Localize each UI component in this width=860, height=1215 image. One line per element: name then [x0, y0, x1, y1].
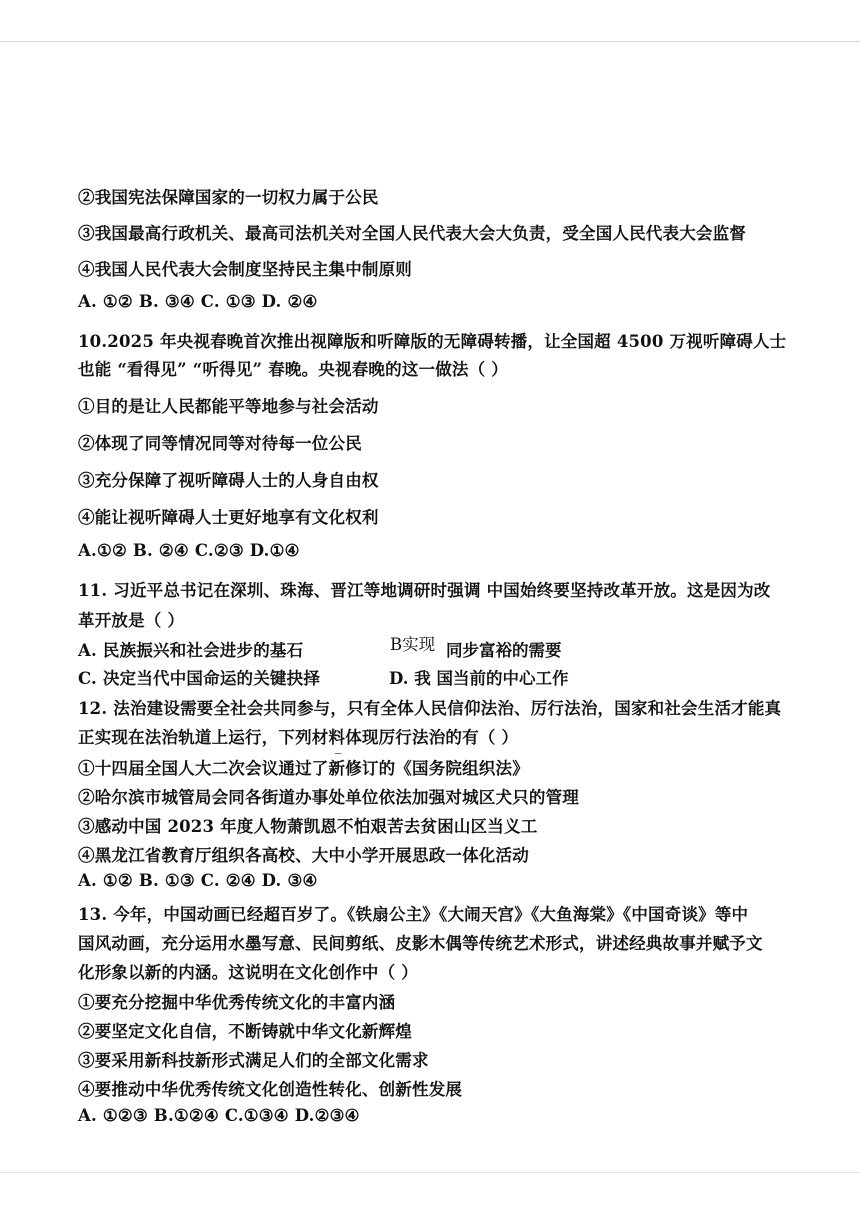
q11-stem-line-1: 11. 习近平总书记在深圳、珠海、晋江等地调研时强调 中国始终要坚持改革开放。这是因为改: [78, 581, 771, 600]
q13-option-1: ①要充分挖掘中华优秀传统文化的丰富内涵: [78, 993, 396, 1012]
q10-option-3: ③充分保障了视听障碍人士的人身自由权: [78, 471, 379, 490]
q10-answer-choices: A.①② B. ②④ C.②③ D.①④: [78, 541, 300, 560]
q10-option-2: ②体现了同等情况同等对待每一位公民: [78, 434, 362, 453]
q13-answer-choices: A. ①②③ B.①②④ C.①③④ D.②③④: [78, 1106, 360, 1125]
q9-answer-choices: A. ①② B. ③④ C. ①③ D. ②④: [78, 292, 318, 311]
stray-pen-mark: ⁓: [334, 749, 342, 758]
q11-option-a: A. 民族振兴和社会进步的基石: [78, 641, 304, 660]
q12-option-4: ④黑龙江省教育厅组织各高校、大中小学开展思政一体化活动: [78, 846, 529, 865]
q9-option-4: ④我国人民代表大会制度坚持民主集中制原则: [78, 260, 412, 279]
page-top-border: [0, 41, 860, 42]
q13-option-4: ④要推动中华优秀传统文化创造性转化、创新性发展: [78, 1080, 463, 1099]
q12-option-2: ②哈尔滨市城管局会同各街道办事处单位依法加强对城区犬只的管理: [78, 788, 579, 807]
q12-stem-line-1: 12. 法治建设需要全社会共同参与，只有全体人民信仰法治、厉行法治，国家和社会生活才能真: [78, 699, 782, 718]
q13-stem-line-1: 13. 今年，中国动画已经超百岁了。《铁扇公主》《大闹天宫》《大鱼海棠》《中国奇谈》等中: [78, 905, 749, 924]
q10-stem-line-1: 10.2025 年央视春晚首次推出视障版和听障版的无障碍转播，让全国超 4500 万视听障碍人士: [78, 332, 787, 351]
q10-option-4: ④能让视听障碍人士更好地享有文化权利: [78, 508, 379, 527]
q12-answer-choices: A. ①② B. ①③ C. ②④ D. ③④: [78, 871, 318, 890]
q13-option-2: ②要坚定文化自信，不断铸就中华文化新辉煌: [78, 1022, 412, 1041]
q9-option-3: ③我国最高行政机关、最高司法机关对全国人民代表大会大负责，受全国人民代表大会监督: [78, 224, 746, 243]
q10-option-1: ①目的是让人民都能平等地参与社会活动: [78, 397, 379, 416]
q12-option-3: ③感动中国 2023 年度人物萧凯恩不怕艰苦去贫困山区当义工: [78, 817, 538, 836]
q11-option-b: 同步富裕的需要: [446, 641, 562, 660]
q9-option-2: ②我国宪法保障国家的一切权力属于公民: [78, 188, 379, 207]
page-bottom-border: [0, 1172, 860, 1173]
q11-option-d: D. 我 国当前的中心工作: [389, 669, 569, 688]
q13-stem-line-2: 国风动画，充分运用水墨写意、民间剪纸、皮影木偶等传统艺术形式，讲述经典故事并赋予文: [78, 934, 763, 953]
q12-stem-line-2: 正实现在法治轨道上运行，下列材料体现厉行法治的有（ ）: [78, 728, 519, 747]
q13-stem-line-3: 化形象以新的内涵。这说明在文化创作中（ ）: [78, 963, 418, 982]
q11-stem-line-2: 革开放是（ ）: [78, 611, 185, 630]
q11-option-b-prefix: B实现: [390, 635, 436, 654]
q12-option-1: ①十四届全国人大二次会议通过了新修订的《国务院组织法》: [78, 759, 529, 778]
q10-stem-line-2: 也能 “看得见” “听得见” 春晚。央视春晚的这一做法（ ）: [78, 360, 508, 379]
q11-option-c: C. 决定当代中国命运的关键抉择: [78, 669, 321, 688]
q13-option-3: ③要采用新科技新形式满足人们的全部文化需求: [78, 1051, 429, 1070]
